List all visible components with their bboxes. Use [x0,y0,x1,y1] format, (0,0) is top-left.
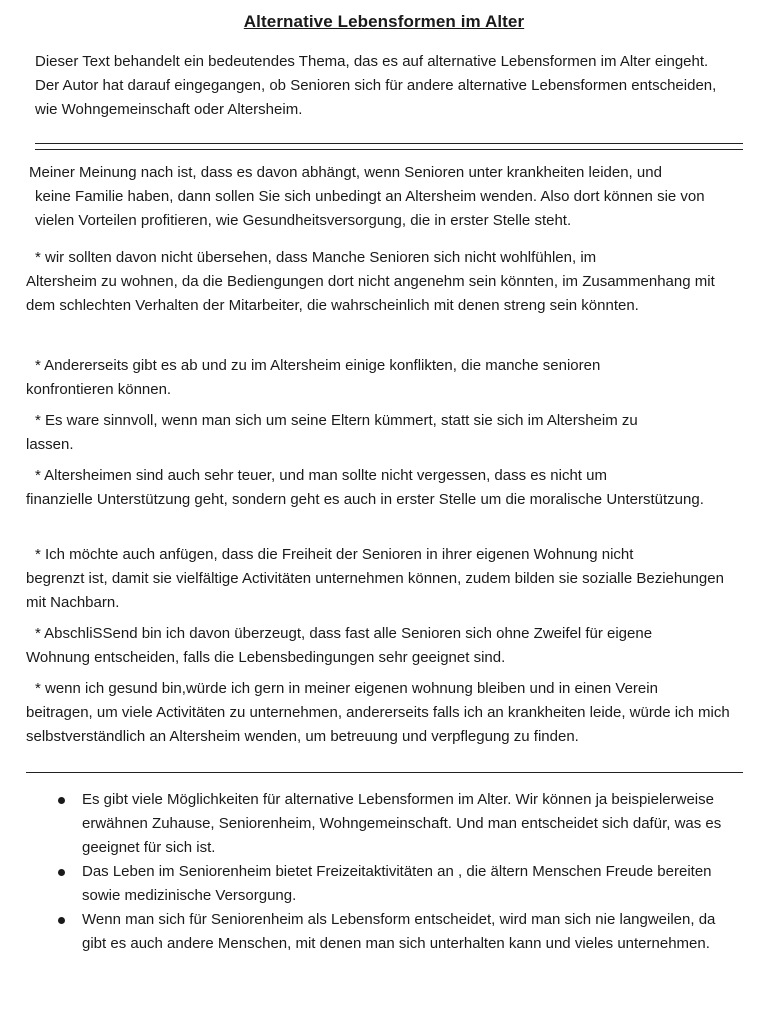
point-rest: beitragen, um viele Activitäten zu unternehmen, andererseits falls ich an krankheiten leide, würde ich mich selbstverständlich an Altersheim wenden, um betreuung und verpflegung zu finden. [26,704,730,746]
bullet-dot-icon [58,797,65,804]
double-rule-top [35,143,743,144]
point-item [26,464,742,512]
bullet-dot-icon [58,869,65,876]
bullet-text: Das Leben im Seniorenheim bietet Freizeitaktivitäten an , die ältern Menschen Freude bereiten sowie medizinische Versorgung. [82,863,712,905]
bullet-text: Wenn man sich für Seniorenheim als Lebensform entscheidet, wird man sich nie langweilen, da gibt es auch andere Menschen, mit denen man sich unterhalten kann und vieles unternehmen. [82,911,716,953]
point-rest: lassen. [26,436,74,454]
point-item [26,677,742,750]
point-rest: Wohnung entscheiden, falls die Lebensbedingungen sehr geeignet sind. [26,649,506,667]
point-first-line: * Altersheimen sind auch sehr teuer, und man sollte nicht vergessen, dass es nicht um [35,467,607,484]
point-rest: finanzielle Unterstützung geht, sondern geht es auch in erster Stelle um die moralische Unterstützung. [26,491,704,509]
point-first-line: * Andererseits gibt es ab und zu im Altersheim einige konflikten, die manche senioren [35,357,601,374]
point-first-line: * wir sollten davon nicht übersehen, dass Manche Senioren sich nicht wohlfühlen, im [35,249,597,266]
bullet-text: Es gibt viele Möglichkeiten für alternative Lebensformen im Alter. Wir können ja beispielerweise erwähnen Zuhause, Seniorenheim, Wohngemeinschaft. Und man entscheidet sich dafür, was es geeignet für sich ist. [82,791,722,857]
opinion-paragraph [29,161,744,232]
double-rule-bottom [35,149,743,150]
intro-paragraph [35,50,735,121]
bullet-item [82,788,742,861]
point-first-line: * AbschliSSend bin ich davon überzeugt, dass fast alle Senioren sich ohne Zweifel für eigene [35,625,653,642]
point-first-line: * Es ware sinnvoll, wenn man sich um seine Eltern kümmert, statt sie sich im Altersheim zu [35,412,638,429]
bullet-dot-icon [58,917,65,924]
point-rest: Altersheim zu wohnen, da die Bediengungen dort nicht angenehm sein könnten, im Zusammenhang mit dem schlechten Verhalten der Mitarbeiter, die wahrscheinlich mit denen streng sein könnten. [26,273,715,315]
point-item [26,409,742,457]
point-first-line: * Ich möchte auch anfügen, dass die Freiheit der Senioren in ihrer eigenen Wohnung nicht [35,546,634,563]
bullet-item [82,908,742,956]
point-first-line: * wenn ich gesund bin,würde ich gern in meiner eigenen wohnung bleiben und in einen Verein [35,680,658,697]
point-item [26,354,742,402]
opinion-rest: keine Familie haben, dann sollen Sie sich unbedingt an Altersheim wenden. Also dort können sie von vielen Vorteilen profitieren, wie Gesundheitsversorgung, die in erster Stelle steht. [35,187,705,229]
point-rest: konfrontieren können. [26,381,172,399]
section-divider [26,772,743,773]
point-item [26,543,742,616]
intro-line-1: Dieser Text behandelt ein bedeutendes Thema, das es auf alternative Lebensformen im Alter eingeht. [35,53,709,70]
opinion-first-line: Meiner Meinung nach ist, dass es davon abhängt, wenn Senioren unter krankheiten leiden, und [29,164,662,181]
point-item [26,246,742,319]
bullet-item [82,860,742,908]
page-title: Alternative Lebensformen im Alter [243,12,525,31]
point-item [26,622,742,670]
point-rest: begrenzt ist, damit sie vielfältige Activitäten unternehmen können, zudem bilden sie sozialle Beziehungen mit Nachbarn. [26,570,724,612]
intro-line-2: Der Autor hat darauf eingegangen, ob Senioren sich für andere alternative Lebensformen entscheiden, wie Wohngemeinschaft oder Altersheim. [35,76,717,118]
